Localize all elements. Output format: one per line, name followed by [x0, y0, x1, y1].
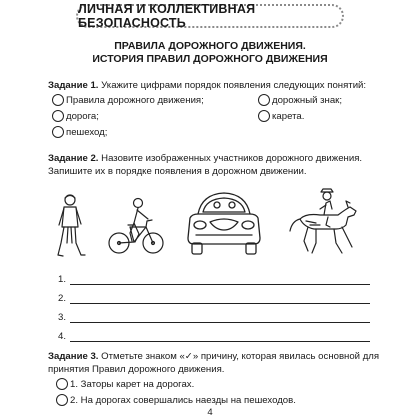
- task1-option-label: пешеход;: [66, 126, 108, 138]
- task3-question: [48, 350, 388, 376]
- task1-option-5[interactable]: [52, 125, 107, 139]
- header-title: ЛИЧНАЯ И КОЛЛЕКТИВНАЯ БЕЗОПАСНОСТЬ: [78, 2, 256, 30]
- task3-label: Задание 3.: [48, 351, 99, 362]
- answer-circle[interactable]: [258, 110, 270, 122]
- task2-question: [48, 152, 378, 178]
- answer-line[interactable]: [58, 274, 370, 285]
- task3-option-2[interactable]: [56, 393, 296, 407]
- section-header: [76, 4, 344, 28]
- task1-option-label: карета.: [272, 110, 305, 122]
- answer-circle[interactable]: [52, 126, 64, 138]
- answer-circle[interactable]: [258, 94, 270, 106]
- task3-option-label: 2. На дорогах совершались наезды на пешеходов.: [70, 394, 296, 406]
- task3-text-line2: принятия Правил дорожного движения.: [48, 364, 225, 375]
- horse-rider-icon: [286, 187, 362, 259]
- task3-option-label: 1. Заторы карет на дорогах.: [70, 378, 195, 390]
- task1-option-2[interactable]: [258, 93, 342, 107]
- answer-line[interactable]: [58, 293, 370, 304]
- car-icon: [184, 188, 264, 258]
- answer-number: 3.: [58, 312, 67, 323]
- task1-option-label: дорога;: [66, 110, 99, 122]
- task2-label: Задание 2.: [48, 153, 99, 164]
- task1-option-3[interactable]: [52, 109, 99, 123]
- task1-question: [48, 79, 366, 92]
- cyclist-icon: [108, 197, 164, 257]
- task2-text-line2: Запишите их в порядке появления в дорожном движении.: [48, 166, 307, 177]
- answer-number: 4.: [58, 331, 67, 342]
- answer-circle[interactable]: [52, 110, 64, 122]
- task1-option-4[interactable]: [258, 109, 304, 123]
- answer-line[interactable]: [58, 312, 370, 323]
- task1-option-label: дорожный знак;: [272, 94, 343, 106]
- pedestrian-icon: [52, 193, 88, 259]
- checkbox-circle[interactable]: [56, 394, 68, 406]
- checkbox-circle[interactable]: [56, 378, 68, 390]
- task1-option-label: Правила дорожного движения;: [66, 94, 204, 106]
- task3-option-1[interactable]: [56, 377, 194, 391]
- section-title-line1: ПРАВИЛА ДОРОЖНОГО ДВИЖЕНИЯ.: [114, 40, 306, 52]
- section-title-line2: ИСТОРИЯ ПРАВИЛ ДОРОЖНОГО ДВИЖЕНИЯ: [92, 53, 328, 65]
- task2-text-line1: Назовите изображенных участников дорожного движения.: [98, 153, 363, 164]
- answer-number: 1.: [58, 274, 67, 285]
- answer-line[interactable]: [58, 331, 370, 342]
- page-number: 4: [207, 407, 213, 418]
- answer-number: 2.: [58, 293, 67, 304]
- answer-circle[interactable]: [52, 94, 64, 106]
- task1-label: Задание 1.: [48, 80, 99, 91]
- task3-text-line1: Отметьте знаком «✓» причину, которая явилась основной для: [98, 351, 380, 362]
- task1-option-1[interactable]: [52, 93, 204, 107]
- task1-text: Укажите цифрами порядок появления следующих понятий:: [98, 80, 367, 91]
